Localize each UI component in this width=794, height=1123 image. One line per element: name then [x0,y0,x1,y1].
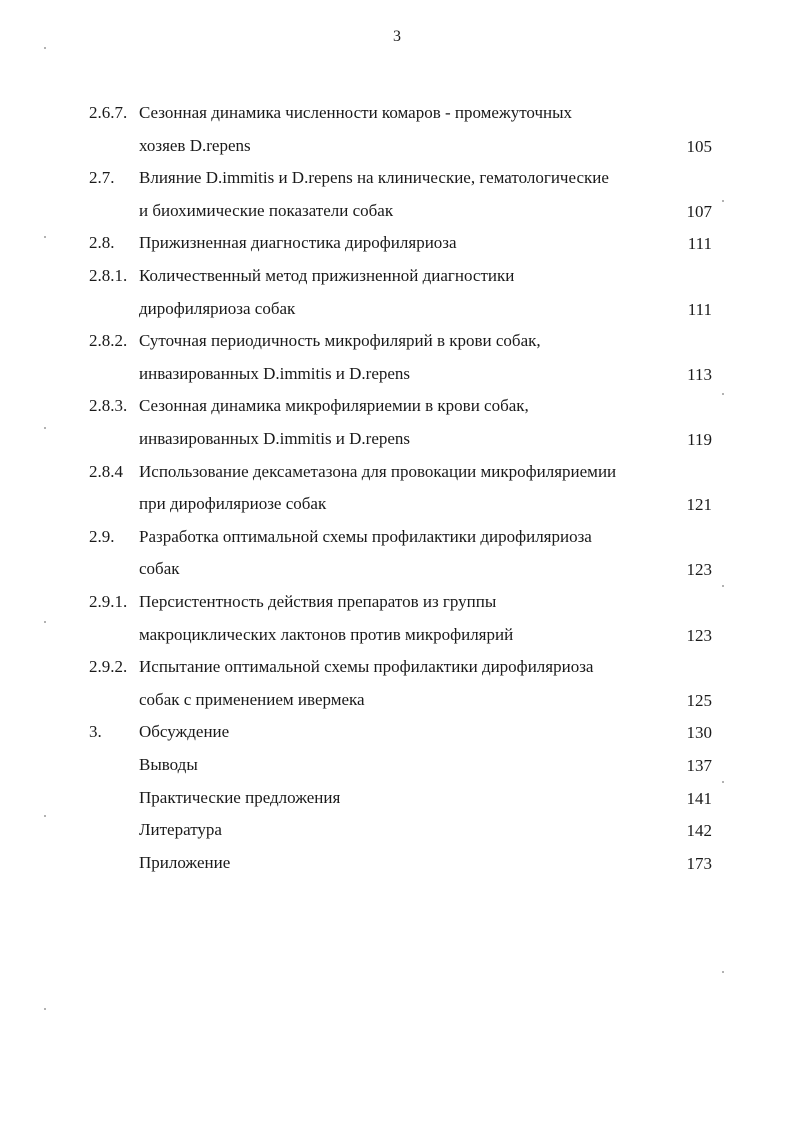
toc-entry-title: дирофиляриоза собак [139,299,296,318]
toc-entry-number: 2.8.4 [89,462,123,481]
toc-entry-title: Обсуждение [139,722,230,741]
scan-speck [722,200,724,202]
scan-speck [44,236,46,238]
toc-entry-page: 119 [687,430,712,449]
toc-entry-page: 113 [687,365,712,384]
toc-entry-title: собак [139,559,180,578]
toc-entry-title: инвазированных D.immitis и D.repens [139,429,411,448]
toc-entry-page: 105 [686,137,712,156]
toc-entry-number: 2.6.7. [89,103,128,122]
toc-entry-title: Испытание оптимальной схемы профилактики дирофиляриоза [139,657,594,676]
toc-entry-page: 123 [686,560,712,579]
toc-entry-title: и биохимические показатели собак [139,201,394,220]
toc-entry-page: 130 [686,723,712,742]
toc-entry-number: 2.9.2. [89,657,128,676]
toc-entry-number: 2.8.2. [89,331,128,350]
toc-entry-number: 2.9.1. [89,592,128,611]
toc-entry-page: 173 [686,854,712,873]
scan-speck [44,1008,46,1010]
toc-entry-page: 111 [687,234,712,253]
toc-entry-title: хозяев D.repens [139,136,251,155]
scan-speck [44,47,46,49]
scan-speck [722,585,724,587]
toc-entry-title: собак с применением ивермека [139,690,365,709]
page-number: 3 [393,28,401,45]
scan-speck [722,781,724,783]
toc-entry-number: 2.8.1. [89,266,128,285]
toc-entry-number: 2.9. [89,527,115,546]
toc-entry-title: Приложение [139,853,231,872]
toc-entry-title: Сезонная динамика численности комаров - промежуточных [139,103,573,122]
scan-speck [722,393,724,395]
toc-entry-page: 123 [686,626,712,645]
toc-entry-page: 141 [686,789,712,808]
toc-entry-title: Прижизненная диагностика дирофиляриоза [139,233,457,252]
toc-entry-number: 2.8. [89,233,115,252]
toc-entry-page: 107 [686,202,712,221]
toc-entry-title: Использование дексаметазона для провокации микрофиляриемии [139,462,617,481]
toc-entry-title: Разработка оптимальной схемы профилактики дирофиляриоза [139,527,592,546]
scan-speck [722,971,724,973]
toc-entry-number: 3. [89,722,102,741]
scan-speck [44,621,46,623]
toc-entry-title: при дирофиляриозе собак [139,494,327,513]
toc-entry-title: Суточная периодичность микрофилярий в крови собак, [139,331,541,350]
toc-entry-page: 121 [686,495,712,514]
toc-entry-title: Практические предложения [139,788,341,807]
toc-entry-title: Количественный метод прижизненной диагностики [139,266,515,285]
toc-entry-number: 2.8.3. [89,396,128,415]
toc-entry-title: Сезонная динамика микрофиляриемии в крови собак, [139,396,529,415]
scan-speck [44,815,46,817]
toc-entry-page: 125 [686,691,712,710]
toc-entry-page: 142 [686,821,712,840]
toc-entry-title: макроциклических лактонов против микрофилярий [139,625,514,644]
toc-entry-title: Выводы [139,755,198,774]
scan-speck [44,427,46,429]
toc-entry-page: 111 [687,300,712,319]
toc-entry-title: инвазированных D.immitis и D.repens [139,364,411,383]
toc-entry-page: 137 [686,756,712,775]
toc-entry-title: Литература [139,820,222,839]
toc-entry-number: 2.7. [89,168,115,187]
toc-entry-title: Персистентность действия препаратов из группы [139,592,497,611]
toc-entry-title: Влияние D.immitis и D.repens на клинические, гематологические [139,168,609,187]
